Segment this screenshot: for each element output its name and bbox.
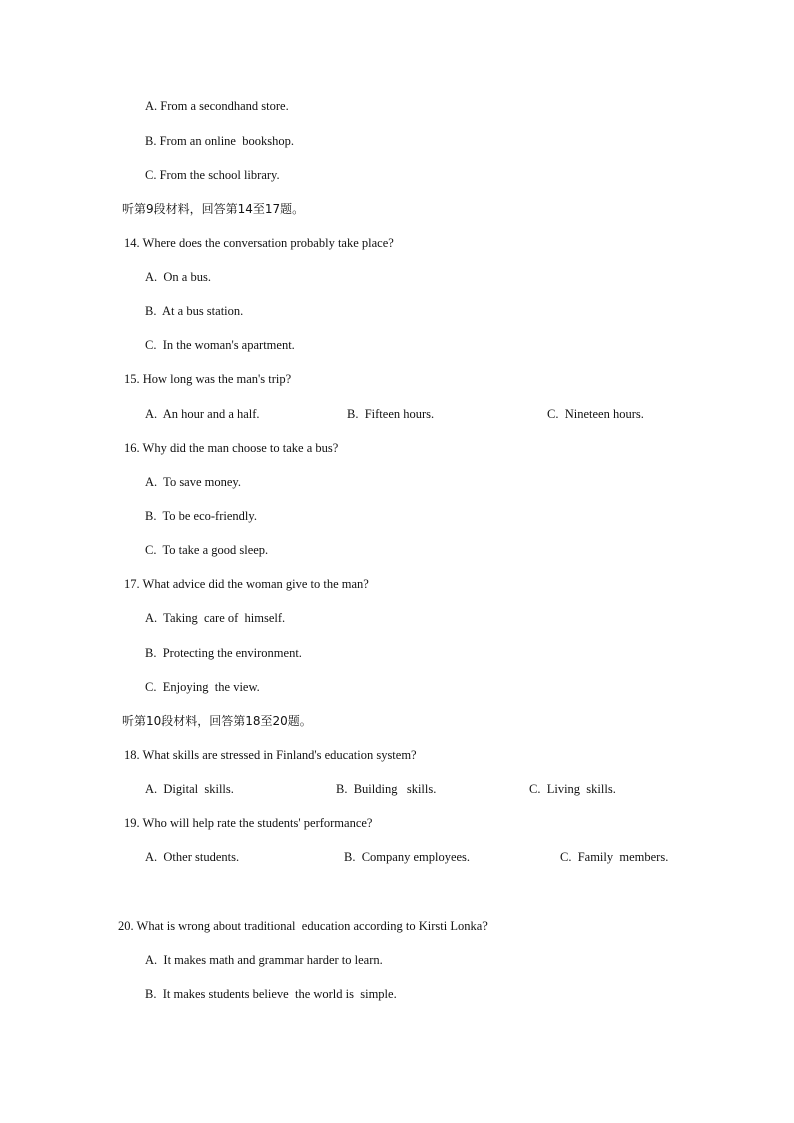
q16-option-a: A. To save money.: [145, 475, 241, 489]
q19-option-c: C. Family members.: [560, 850, 669, 864]
q14-option-c: C. In the woman's apartment.: [145, 338, 295, 352]
q16-option-b: B. To be eco-friendly.: [145, 509, 257, 523]
q17-option-b: B. Protecting the environment.: [145, 646, 302, 660]
q14-question: 14. Where does the conversation probably take place?: [124, 236, 394, 250]
q17-question: 17. What advice did the woman give to the man?: [124, 577, 369, 591]
q17-option-a: A. Taking care of himself.: [145, 611, 286, 625]
q13-option-c: C. From the school library.: [145, 168, 280, 182]
q20-option-a: A. It makes math and grammar harder to learn.: [145, 953, 383, 967]
q20-question: 20. What is wrong about traditional education according to Kirsti Lonka?: [118, 919, 488, 933]
q18-option-a: A. Digital skills.: [145, 782, 234, 796]
section-10-instruction: 听第10段材料，回答第18至20题。: [122, 714, 312, 728]
q13-option-b: B. From an online bookshop.: [145, 134, 294, 148]
q15-option-a: A. An hour and a half.: [145, 407, 260, 421]
q19-option-b: B. Company employees.: [344, 850, 471, 864]
q16-option-c: C. To take a good sleep.: [145, 543, 269, 557]
q15-option-c: C. Nineteen hours.: [547, 407, 644, 421]
q18-option-b: B. Building skills.: [336, 782, 437, 796]
q15-option-b: B. Fifteen hours.: [347, 407, 435, 421]
q15-question: 15. How long was the man's trip?: [124, 372, 292, 386]
q19-option-a: A. Other students.: [145, 850, 240, 864]
section-9-instruction: 听第9段材料，回答第14至17题。: [122, 202, 305, 216]
q17-option-c: C. Enjoying the view.: [145, 680, 260, 694]
q14-option-a: A. On a bus.: [145, 270, 211, 284]
q13-option-a: A. From a secondhand store.: [145, 99, 289, 113]
q16-question: 16. Why did the man choose to take a bus?: [124, 441, 339, 455]
q18-question: 18. What skills are stressed in Finland's education system?: [124, 748, 417, 762]
q20-option-b: B. It makes students believe the world is simple.: [145, 987, 397, 1001]
q19-question: 19. Who will help rate the students' performance?: [124, 816, 373, 830]
q18-option-c: C. Living skills.: [529, 782, 616, 796]
q14-option-b: B. At a bus station.: [145, 304, 244, 318]
